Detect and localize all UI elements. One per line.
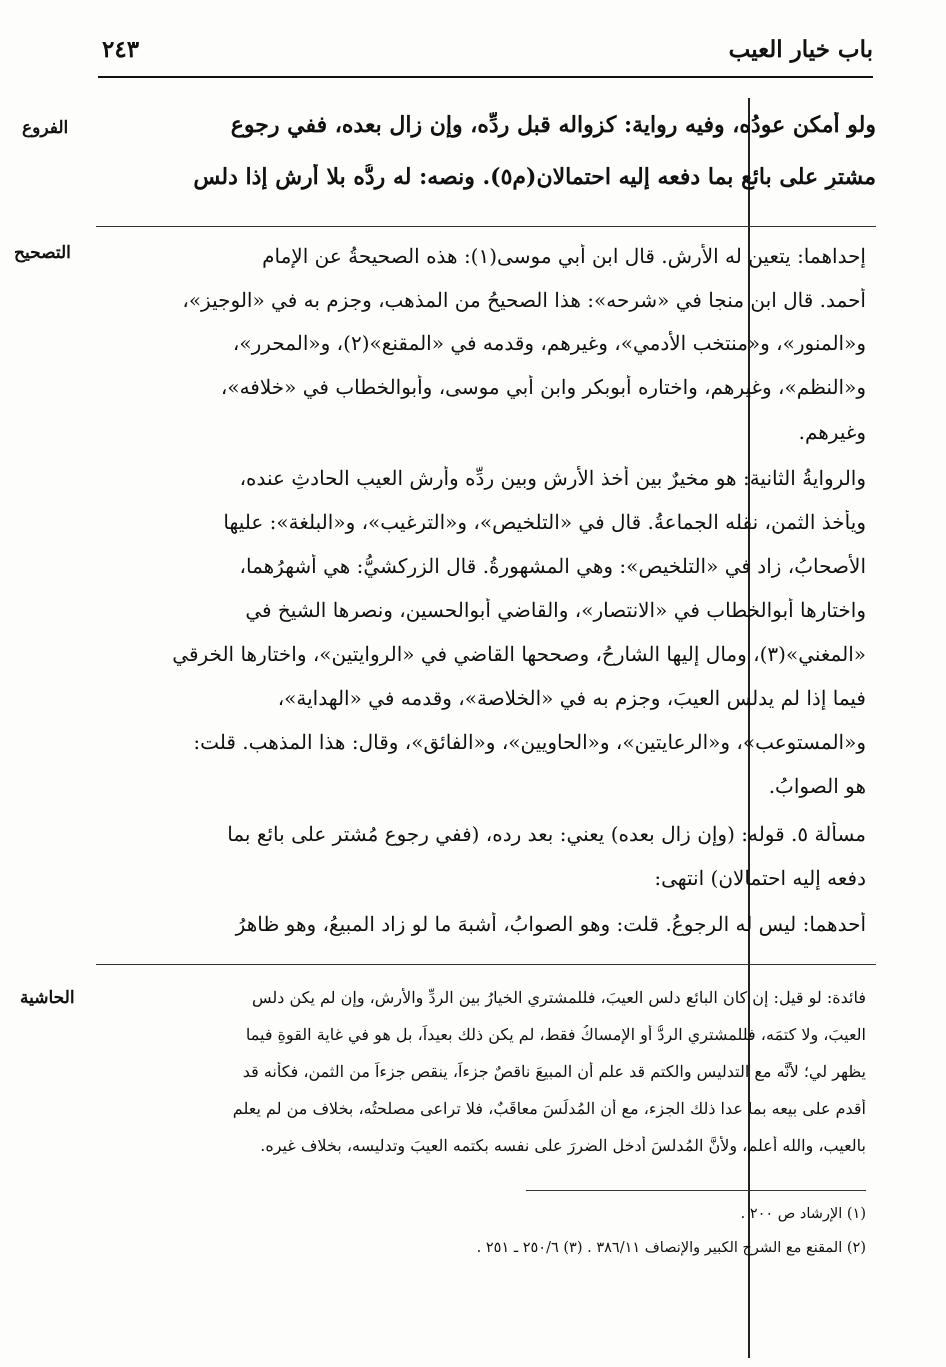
label-furu: الفروع (22, 118, 69, 138)
tashih-line: الأصحابُ، زاد في «التلخيص»: وهي المشهورةُ. قال الزركشيُّ: هي أشهرُهما، (239, 554, 866, 578)
tashih-line: أحمد. قال ابن منجا في «شرحه»: هذا الصحيحُ من المذهب، وجزم به في «الوجيز»، (182, 288, 866, 312)
running-header (98, 30, 873, 70)
furu-line: ولو أمكن عودُه، وفيه رواية: كزواله قبل ردِّه، وإن زال بعده، ففي رجوع (230, 112, 876, 138)
scan-vertical-line (748, 98, 750, 1358)
hashiya-line: العيبَ، ولا كتمَه، فللمشتري الردُّ أو الإمساكُ فقط، لم يكن ذلك بعيداً، بل هو في غاية القوةِ فيما (245, 1025, 866, 1044)
tashih-line: و«النظم»، وغيرهم، واختاره أبوبكر وابن أبي موسى، وأبوالخطاب في «خلافه»، (220, 375, 866, 399)
chapter-title: باب خيار العيب (728, 36, 873, 63)
tashih-line: و«المنور»، و«منتخب الأدمي»، وغيرهم، وقدمه في «المقنع»(٢)، و«المحرر»، (232, 331, 866, 355)
page-number: ٢٤٣ (102, 36, 140, 63)
tashih-line: مسألة ٥. قوله: (وإن زال بعده) يعني: بعد رده، (ففي رجوعِ مُشترٍ على بائع بما (227, 822, 866, 846)
tashih-line: هو الصوابُ. (768, 774, 866, 798)
label-tashih: التصحيح (14, 243, 71, 263)
hashiya-line: أقدم على بيعه بما عدا ذلك الجزء، مع أن المُدلِّسَ معاقَبٌ، فلا تراعى مصلحتُه، بخلاف من لم يعلم (232, 1099, 866, 1118)
tashih-line: و«المستوعب»، و«الرعايتين»، و«الحاويين»، و«الفائق»، وقال: هذا المذهب. قلت: (193, 730, 866, 754)
tashih-line: «المغني»(٣)، ومال إليها الشارحُ، وصححها القاضي في «الروايتين»، واختارها الخرقي (172, 642, 866, 666)
header-rule (98, 76, 873, 78)
tashih-line: ويأخذ الثمن، نقله الجماعةُ. قال في «التلخيص»، و«الترغيب»، و«البلغة»: عليها (223, 510, 866, 534)
hashiya-line: يظهر لي؛ لأنَّه مع التدليس والكتم قد علم أن المبيعَ ناقصٌ جزءاً، ينقص جزءاً من الثمن، فكأنه قد (242, 1062, 866, 1081)
footnote-divider (526, 1190, 866, 1191)
label-hashiya: الحاشية (20, 988, 75, 1008)
hashiya-line: بالعيب، والله أعلم، ولأنَّ المُدلسَ أدخل الضررَ على نفسه بكتمه العيبَ وتدليسه، بخلاف غيره. (260, 1136, 866, 1155)
tashih-line: أحدهما: ليس له الرجوعُ. قلت: وهو الصوابُ، أشبهَ ما لو زاد المبيعُ، وهو ظاهرُ (235, 912, 866, 936)
tashih-line: فيما إذا لم يدلس العيبَ، وجزم به في «الخلاصة»، وقدمه في «الهداية»، (277, 686, 866, 710)
tashih-line: واختارها أبوالخطاب في «الانتصار»، والقاضي أبوالحسين، ونصرها الشيخ في (245, 598, 866, 622)
tashih-line: إحداهما: يتعين له الأرش. قال ابن أبي موسى(١): هذه الصحيحةُ عن الإمام (262, 244, 866, 268)
section-divider (96, 964, 876, 965)
footnote: (١) الإرشاد ص ٢٠٠ . (740, 1206, 866, 1222)
tashih-line: والروايةُ الثانية: هو مخيرٌ بين أخذ الأرش وبين ردِّه وأرشِ العيبِ الحادثِ عنده، (239, 466, 866, 490)
tashih-line: وغيرهم. (798, 420, 866, 444)
tashih-line: دفعه إليه احتمالان) انتهى: (654, 866, 866, 890)
footnote: (٢) المقنع مع الشرح الكبير والإنصاف ٣٨٦/١١ . (٣) ٢٥٠/٦ ـ ٢٥١ . (476, 1240, 866, 1256)
furu-line: مشترٍ على بائع بما دفعه إليه احتمالان(م٥). ونصه: له ردُّه بلا أرش إذا دلس (193, 164, 876, 190)
section-divider (96, 226, 876, 227)
hashiya-line: فائدة: لو قيل: إن كان البائع دلس العيبَ، فللمشتري الخيارُ بين الردِّ والأرش، وإن لم يكن دلس (251, 988, 866, 1007)
